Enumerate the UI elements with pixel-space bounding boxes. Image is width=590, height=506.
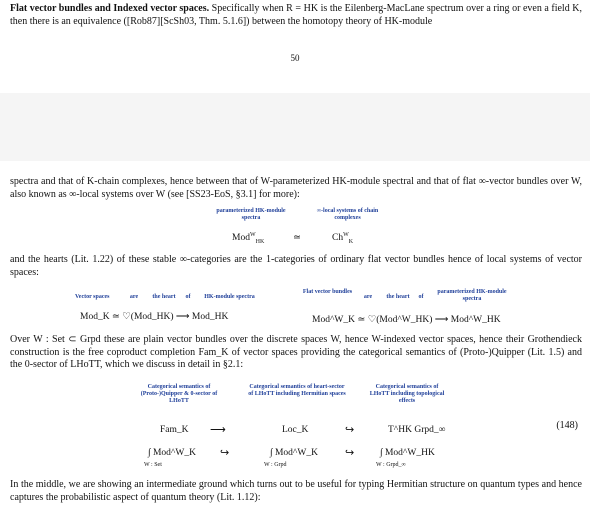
label-heart-1: the heart <box>152 294 176 300</box>
label-of-1: of <box>185 294 191 300</box>
mod-sub: HK <box>255 239 265 246</box>
paragraph-middle: In the middle, we are showing an intermediate ground which turns out to be useful for typing Hermitian structure on quantum types and hence captures the probabilistic aspect of quantum theory (Lit. 1.12): <box>10 479 582 503</box>
subscript-w-set: W : Set <box>144 462 162 468</box>
node-int-mod-grpd: ∫ Mod^W_K <box>270 448 318 458</box>
node-int-mod-set: ∫ Mod^W_K <box>148 448 196 458</box>
mod-sup: W <box>249 232 256 238</box>
subscript-w-grpd-infty: W : Grpd_∞ <box>376 462 406 468</box>
symbol-mod-w-hk <box>232 232 264 245</box>
mod-base: Mod <box>232 233 250 244</box>
node-fam-k: Fam_K <box>160 425 189 435</box>
symbol-ch-w-k <box>332 232 353 245</box>
label-are-2: are <box>363 294 373 300</box>
paragraph-chain-complexes: spectra and that of K-chain complexes, hence between that of W-parameterized HK-module spectral and that of flat ∞-vector bundles over W, also known as ∞-local systems over W (see [SS23-EoS, §3.1] for more): <box>10 176 582 200</box>
label-vector-spaces: Vector spaces <box>75 294 110 300</box>
header-quipper-semantics: Categorical semantics of (Proto-)Quipper & 0-sector of LHoTT <box>140 384 218 404</box>
paragraph-lead: Flat vector bundles and Indexed vector spaces. <box>10 3 210 14</box>
arrow-fam-to-loc: ⟶ <box>210 424 226 436</box>
label-local-systems: ∞-local systems of chain complexes <box>316 208 379 221</box>
paragraph-text: Specifically when R = HK is the Eilenberg-MacLane spectrum over a ring or even a field K, then there is an equivalence ([Rob87][ScSh03, Thm. 5.1.6]) between the homotopy theory of HK-module <box>10 3 582 27</box>
paragraph-over-w <box>10 334 582 372</box>
label-param-module-spectra: parameterized HK-module spectra <box>437 289 507 302</box>
ch-sub: K <box>348 239 354 246</box>
header-heart-sector-semantics: Categorical semantics of heart-sector of LHoTT including Hermitian spaces <box>248 384 346 397</box>
expr-heart-flat-bundles: Mod^W_K ≃ ♡(Mod^W_HK) ⟶ Mod^W_HK <box>312 315 501 325</box>
paragraph-over-w-text: Over W : Set ⊂ Grpd these are plain vector bundles over the discrete spaces W, hence W-indexed vector spaces, hence their Grothendieck construction is the free coproduct completion Fam_K of vector spaces providing the categorical semantics of (Proto-)Quipper (Lit. 1.5) and the 0-sector of LHoTT, which we discuss in detail in §2.1: <box>10 334 582 370</box>
equivalence-symbol: ≃ <box>293 233 301 243</box>
label-are-1: are <box>129 294 139 300</box>
node-grpd-infty: T^HK Grpd_∞ <box>388 425 446 435</box>
arrow-mod-set-to-grpd: ↪ <box>220 447 230 459</box>
label-of-2: of <box>418 294 424 300</box>
node-int-mod-infty: ∫ Mod^W_HK <box>380 448 435 458</box>
equation-number: (148) <box>556 420 578 431</box>
arrow-loc-to-grpd: ↪ <box>345 424 355 436</box>
expr-heart-vector-spaces: Mod_K ≃ ♡(Mod_HK) ⟶ Mod_HK <box>80 312 229 322</box>
ch-base: Ch <box>332 233 344 244</box>
paragraph-flat-vector-bundles <box>10 3 582 28</box>
label-module-spectra: HK-module spectra <box>204 294 255 300</box>
label-parameterized-module-spectra: parameterized HK-module spectra <box>216 208 286 221</box>
paragraph-hearts: and the hearts (Lit. 1.22) of these stable ∞-categories are the 1-categories of ordinary flat vector bundles hence of local systems of vector spaces: <box>10 254 582 278</box>
ch-sup: W <box>343 232 349 238</box>
label-heart-2: the heart <box>386 294 410 300</box>
node-loc-k: Loc_K <box>282 425 309 435</box>
subscript-w-grpd: W : Grpd <box>264 462 287 468</box>
label-flat-vector-bundles: Flat vector bundles <box>302 289 353 295</box>
page-number: 50 <box>290 53 300 63</box>
header-lhott-semantics: Categorical semantics of LHoTT including topological effects <box>369 384 445 404</box>
page-gap-band <box>0 93 590 161</box>
arrow-grpd-to-infty: ↪ <box>345 447 355 459</box>
